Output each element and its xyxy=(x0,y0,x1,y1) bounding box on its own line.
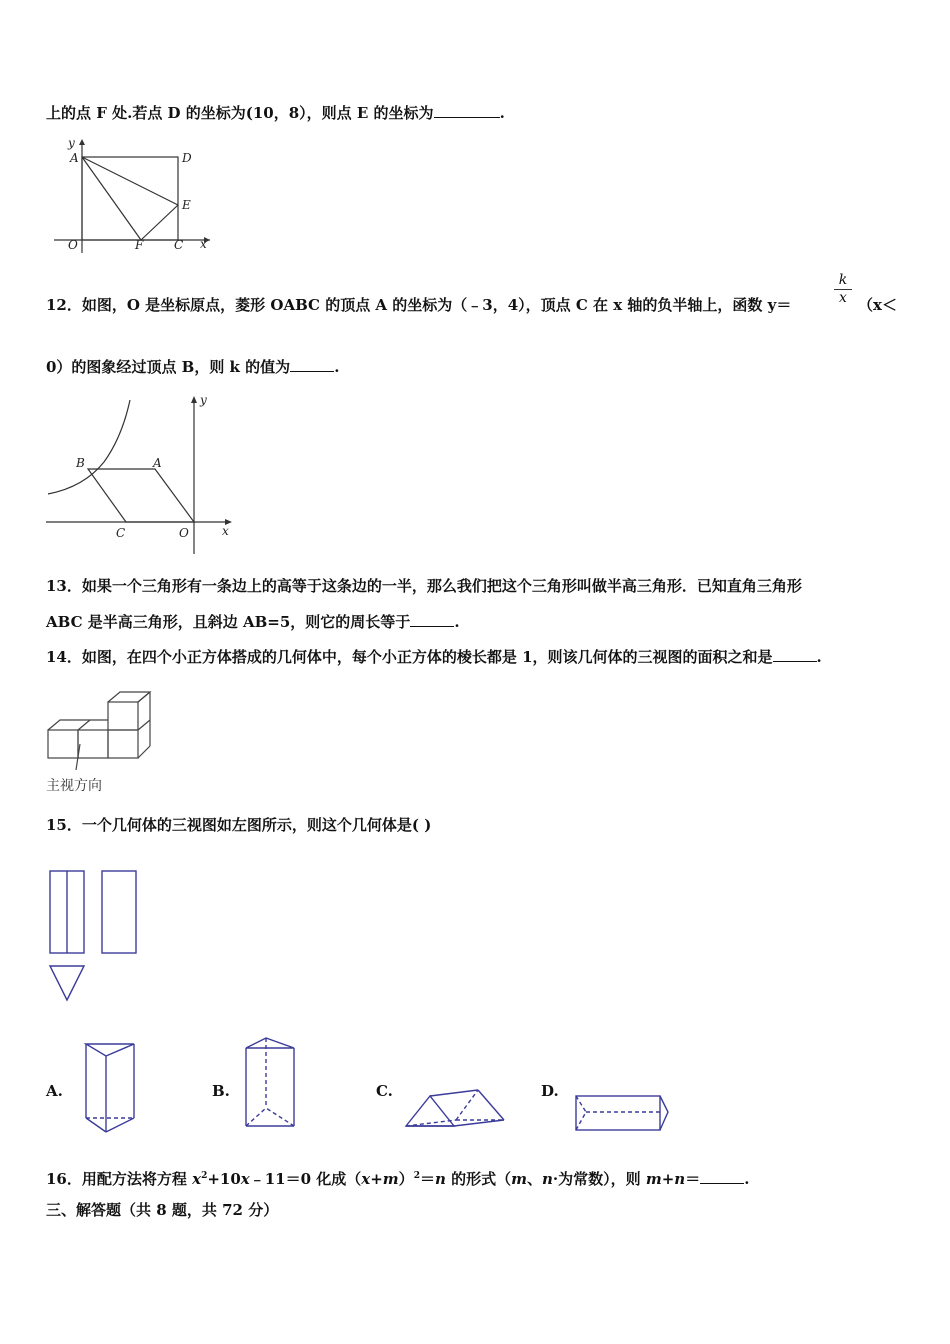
q11-label-x: x xyxy=(200,237,207,251)
q16-eq-2: +10 xyxy=(207,1170,241,1188)
q16-answer-blank xyxy=(700,1169,744,1184)
q16-var-xm: x+m xyxy=(361,1170,399,1188)
q11-text-line xyxy=(46,103,505,123)
q16-sup-1: 2 xyxy=(201,1171,208,1181)
q11-label-o: O xyxy=(68,238,78,252)
q16-text-line xyxy=(46,1166,749,1189)
q11-figure xyxy=(48,135,218,255)
q14-caption: 主视方向 xyxy=(46,778,102,794)
q13-text-1: 13．如果一个三角形有一条边上的高等于这条边的一半，那么我们把这个三角形叫做半高三角形．已知直角三角形 xyxy=(46,577,802,595)
q11-text: 上的点 F 处.若点 D 的坐标为(10，8），则点 E 的坐标为 xyxy=(46,104,434,122)
q12-text-line1 xyxy=(46,295,791,315)
q16-text-6: ·为常数），则 xyxy=(552,1170,646,1188)
q16-var-mn: m+n xyxy=(645,1170,686,1188)
q13-text-line1 xyxy=(46,576,802,596)
q16-var-x1: x xyxy=(192,1170,202,1188)
q15-option-b-figure[interactable] xyxy=(242,1034,302,1132)
q13-end: . xyxy=(454,613,460,631)
q14-cube-figure xyxy=(44,686,154,796)
q11-label-y: y xyxy=(68,136,75,150)
q14-text: 14．如图，在四个小正方体搭成的几何体中，每个小正方体的棱长都是 1，则该几何体的三视图的面积之和是 xyxy=(46,648,773,666)
q15-option-b-label[interactable]: B. xyxy=(212,1082,230,1100)
q11-label-c: C xyxy=(174,238,184,252)
q11-label-e: E xyxy=(182,198,191,212)
q14-text-line xyxy=(46,647,822,667)
q13-answer-blank xyxy=(410,612,454,627)
q12-fraction xyxy=(834,272,852,306)
q15-option-c-label[interactable]: C. xyxy=(376,1082,393,1100)
q14-answer-blank xyxy=(773,647,817,662)
q16-text-4: 、 xyxy=(526,1170,542,1188)
q11-answer-blank xyxy=(434,103,500,118)
q12-frac-num: k xyxy=(838,272,848,288)
q16-var-x2: x xyxy=(240,1170,250,1188)
q12-figure xyxy=(44,392,240,558)
q12-text-2: 0）的图象经过顶点 B，则 k 的值为 xyxy=(46,358,291,376)
q12-label-o: O xyxy=(179,526,189,540)
q12-end: . xyxy=(334,358,340,376)
q16-sup-2: 2 xyxy=(413,1171,420,1181)
q12-text-1-end: （x＜ xyxy=(858,296,897,314)
q16-text-1: 16．用配方法将方程 xyxy=(46,1170,193,1188)
q16-var-m: m xyxy=(511,1170,527,1188)
q12-label-y: y xyxy=(200,393,207,407)
q15-text-line xyxy=(46,815,431,835)
q16-var-n: n xyxy=(434,1170,446,1188)
q12-frac-den: x xyxy=(834,289,852,306)
q15-option-d-label[interactable]: D. xyxy=(541,1082,559,1100)
q12-label-a: A xyxy=(153,456,162,470)
q15-option-c-figure[interactable] xyxy=(402,1082,512,1132)
q12-label-x: x xyxy=(222,524,229,538)
q11-label-d: D xyxy=(182,151,192,165)
q14-end: . xyxy=(816,648,822,666)
q13-text-line2 xyxy=(46,612,460,632)
q15-option-a-figure[interactable] xyxy=(82,1038,142,1138)
q11-label-f: F xyxy=(135,238,144,252)
q16-var-n2: n xyxy=(542,1170,553,1188)
q15-option-d-figure[interactable] xyxy=(572,1092,676,1134)
q15-option-a-label[interactable]: A. xyxy=(46,1082,63,1100)
q16-text-8: ＝ xyxy=(685,1170,701,1188)
q11-end: . xyxy=(499,104,505,122)
q16-text-2: 的形式（ xyxy=(445,1170,512,1188)
q16-end: . xyxy=(744,1170,750,1188)
q16-eq-4: ﹣11＝0 化成（ xyxy=(249,1170,362,1188)
q16-eq-7: ＝ xyxy=(419,1170,435,1188)
q12-answer-blank xyxy=(290,357,334,372)
section3-text: 三、解答题（共 8 题，共 72 分） xyxy=(46,1201,279,1219)
q12-text-1: 12．如图，O 是坐标原点，菱形 OABC 的顶点 A 的坐标为（﹣3，4），顶点 C 在 x 轴的负半轴上，函数 y＝ xyxy=(46,296,792,314)
section3-heading xyxy=(46,1200,278,1220)
q16-eq-6: ） xyxy=(398,1170,414,1188)
q12-text-line1-end xyxy=(858,295,897,315)
q15-three-views xyxy=(46,866,146,1006)
q11-label-a: A xyxy=(70,151,79,165)
q15-text: 15．一个几何体的三视图如左图所示，则这个几何体是( ) xyxy=(46,816,432,834)
q12-label-b: B xyxy=(76,456,85,470)
q12-text-line2 xyxy=(46,357,339,377)
q13-text-2: ABC 是半高三角形，且斜边 AB=5，则它的周长等于 xyxy=(46,613,411,631)
q12-label-c: C xyxy=(116,526,126,540)
